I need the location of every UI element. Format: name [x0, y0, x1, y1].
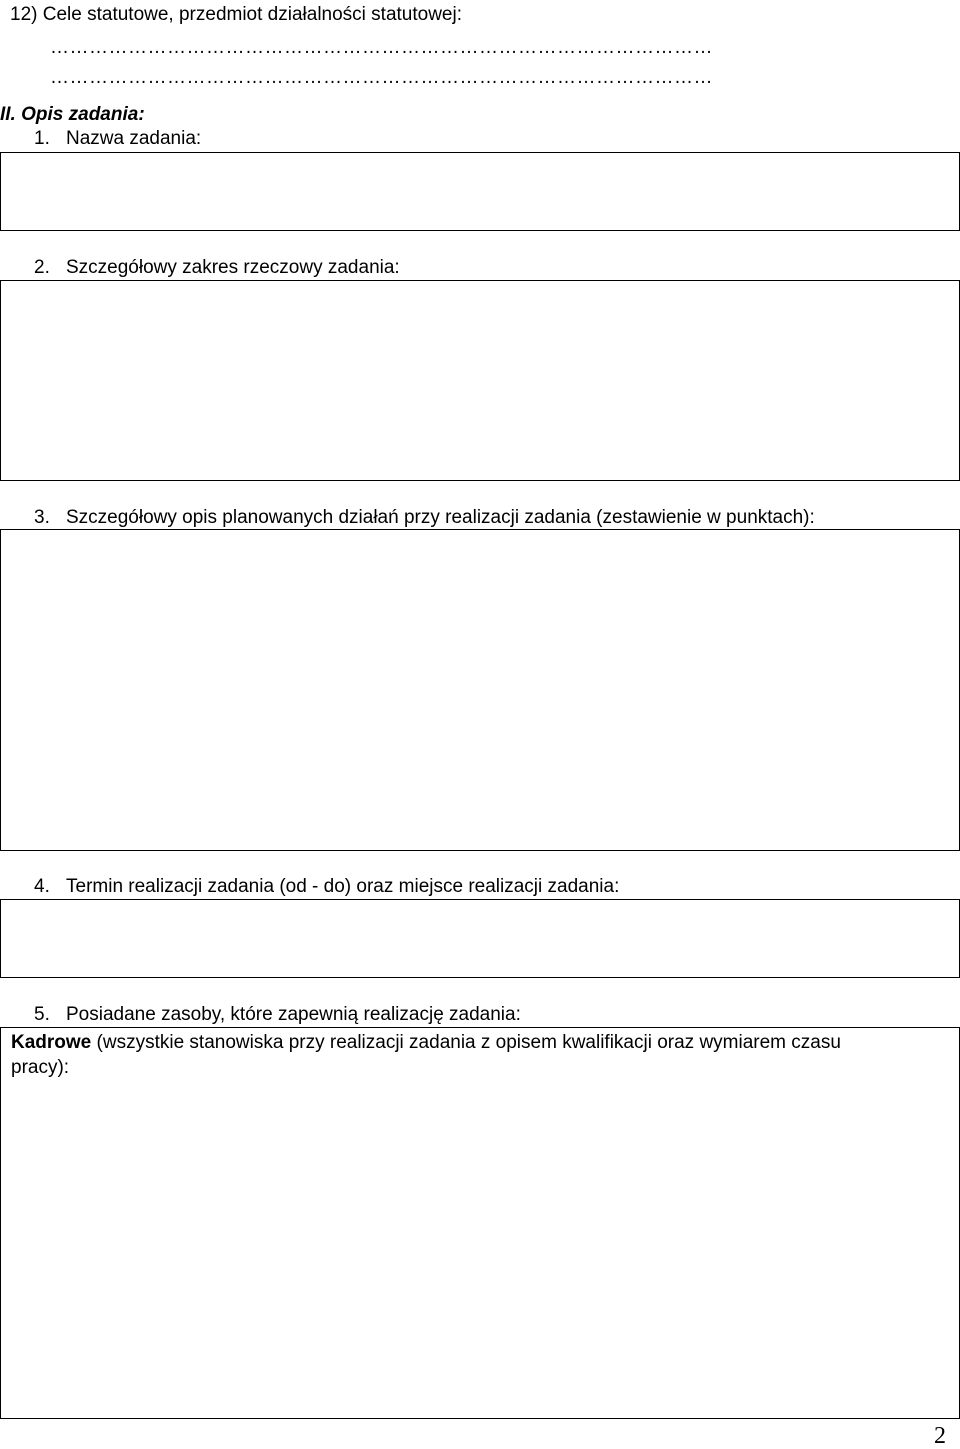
kadrowe-line	[11, 1032, 841, 1054]
section-12-label: 12) Cele statutowe, przedmiot działalności statutowej:	[10, 4, 463, 25]
item-1-number: 1.	[34, 128, 50, 149]
item-3-label	[34, 507, 815, 529]
term-location-field[interactable]	[0, 899, 960, 978]
kadrowe-description: (wszystkie stanowiska przy realizacji zadania z opisem kwalifikacji oraz wymiarem czasu	[91, 1032, 841, 1053]
scope-field[interactable]	[0, 280, 960, 481]
item-4-label	[34, 876, 619, 898]
item-5-text: Posiadane zasoby, które zapewnią realizację zadania:	[66, 1004, 521, 1025]
item-1-label	[34, 128, 201, 150]
part-2-heading: II. Opis zadania:	[0, 104, 145, 125]
item-3-text: Szczegółowy opis planowanych działań przy realizacji zadania (zestawienie w punktach):	[66, 507, 815, 528]
page-number: 2	[934, 1423, 946, 1449]
planned-activities-field[interactable]	[0, 529, 960, 851]
item-2-label	[34, 257, 400, 279]
item-5-number: 5.	[34, 1004, 50, 1025]
task-name-field[interactable]	[0, 152, 960, 231]
dotted-line-2: …………………………………………………………………………………………	[50, 67, 713, 88]
item-4-number: 4.	[34, 876, 50, 897]
item-1-text: Nazwa zadania:	[66, 128, 202, 149]
dotted-line-1: …………………………………………………………………………………………	[50, 37, 713, 58]
kadrowe-line-2: pracy):	[11, 1057, 70, 1078]
item-4-text: Termin realizacji zadania (od - do) oraz miejsce realizacji zadania:	[66, 876, 620, 897]
item-2-text: Szczegółowy zakres rzeczowy zadania:	[66, 257, 400, 278]
kadrowe-label: Kadrowe	[11, 1032, 92, 1053]
item-2-number: 2.	[34, 257, 50, 278]
item-5-label	[34, 1004, 521, 1026]
resources-field[interactable]	[0, 1027, 960, 1419]
item-3-number: 3.	[34, 507, 50, 528]
